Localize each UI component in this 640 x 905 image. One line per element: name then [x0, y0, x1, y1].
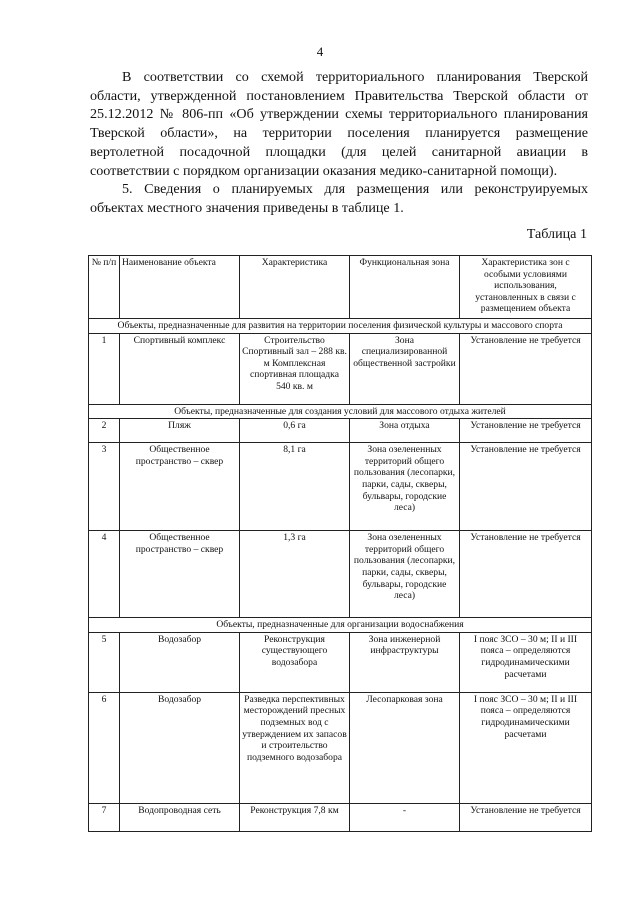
cell-number: 4 [89, 531, 120, 618]
cell-number: 7 [89, 803, 120, 831]
cell-number: 5 [89, 632, 120, 692]
cell-number: 3 [89, 443, 120, 531]
paragraph: В соответствии со схемой территориального планирования Тверской области, утвержденной постановлением Правительства Тверской области от 25.12.2012 № 806-пп «Об утверждении схемы территориального планирования Тверской области», на территории поселения планируется размещение вертолетной посадочной площадки (для целей санитарной авиации в соответствии с порядком организации оказания медико-санитарной помощи). [90, 69, 588, 179]
header-cell-number: № п/п [89, 256, 120, 319]
cell-zone: Зона озелененных территорий общего пользования (лесопарки, парки, сады, скверы, бульвары, городские леса) [350, 443, 460, 531]
table-row [89, 692, 592, 803]
table-row [89, 632, 592, 692]
cell-zone: - [350, 803, 460, 831]
cell-characteristic: Разведка перспективных месторождений пресных подземных вод с утверждением их запасов и строительство подземного водозабора [240, 692, 350, 803]
table-row [89, 419, 592, 443]
cell-name: Общественное пространство – сквер [120, 443, 240, 531]
cell-zone: Лесопарковая зона [350, 692, 460, 803]
cell-characteristic: 8,1 га [240, 443, 350, 531]
cell-characteristic: Строительство Спортивный зал – 288 кв. м Комплексная спортивная площадка 540 кв. м [240, 333, 350, 404]
body-text [90, 68, 588, 218]
cell-zone: Зона отдыха [350, 419, 460, 443]
cell-zone: Зона озелененных территорий общего пользования (лесопарки, парки, сады, скверы, бульвары, городские леса) [350, 531, 460, 618]
cell-name: Водопроводная сеть [120, 803, 240, 831]
cell-name: Водозабор [120, 632, 240, 692]
page-number: 4 [316, 44, 324, 59]
cell-restrictions: Установление не требуется [460, 531, 592, 618]
table-row [89, 333, 592, 404]
cell-restrictions: Установление не требуется [460, 803, 592, 831]
cell-restrictions: Установление не требуется [460, 333, 592, 404]
cell-characteristic: Реконструкция существующего водозабора [240, 632, 350, 692]
cell-number: 6 [89, 692, 120, 803]
cell-zone: Зона специализированной общественной застройки [350, 333, 460, 404]
cell-name: Пляж [120, 419, 240, 443]
table-row [89, 803, 592, 831]
cell-name: Спортивный комплекс [120, 333, 240, 404]
section-row [89, 618, 592, 633]
section-row [89, 319, 592, 334]
table-header-row [89, 256, 592, 319]
table-row [89, 443, 592, 531]
table-caption: Таблица 1 [526, 226, 587, 242]
cell-restrictions: I пояс ЗСО – 30 м; II и III пояса – определяются гидродинамическими расчетами [460, 692, 592, 803]
header-cell-characteristic: Характеристика [240, 256, 350, 319]
section-row [89, 404, 592, 419]
cell-number: 1 [89, 333, 120, 404]
cell-restrictions: Установление не требуется [460, 443, 592, 531]
cell-restrictions: Установление не требуется [460, 419, 592, 443]
cell-characteristic: Реконструкция 7,8 км [240, 803, 350, 831]
paragraph: 5. Сведения о планируемых для размещения или реконструируемых объектах местного значения приведены в таблице 1. [90, 181, 588, 216]
cell-name: Общественное пространство – сквер [120, 531, 240, 618]
header-cell-restrictions: Характеристика зон с особыми условиями использования, установленных в связи с размещением объекта [460, 256, 592, 319]
cell-zone: Зона инженерной инфраструктуры [350, 632, 460, 692]
cell-number: 2 [89, 419, 120, 443]
header-cell-zone: Функциональная зона [350, 256, 460, 319]
table-row [89, 531, 592, 618]
section-title: Объекты, предназначенные для организации водоснабжения [89, 618, 592, 633]
header-cell-name: Наименование объекта [120, 256, 240, 319]
section-title: Объекты, предназначенные для развития на территории поселения физической культуры и массового спорта [89, 319, 592, 334]
cell-restrictions: I пояс ЗСО – 30 м; II и III пояса – определяются гидродинамическими расчетами [460, 632, 592, 692]
section-title: Объекты, предназначенные для создания условий для массового отдыха жителей [89, 404, 592, 419]
cell-characteristic: 0,6 га [240, 419, 350, 443]
cell-characteristic: 1,3 га [240, 531, 350, 618]
objects-table [88, 255, 592, 832]
cell-name: Водозабор [120, 692, 240, 803]
